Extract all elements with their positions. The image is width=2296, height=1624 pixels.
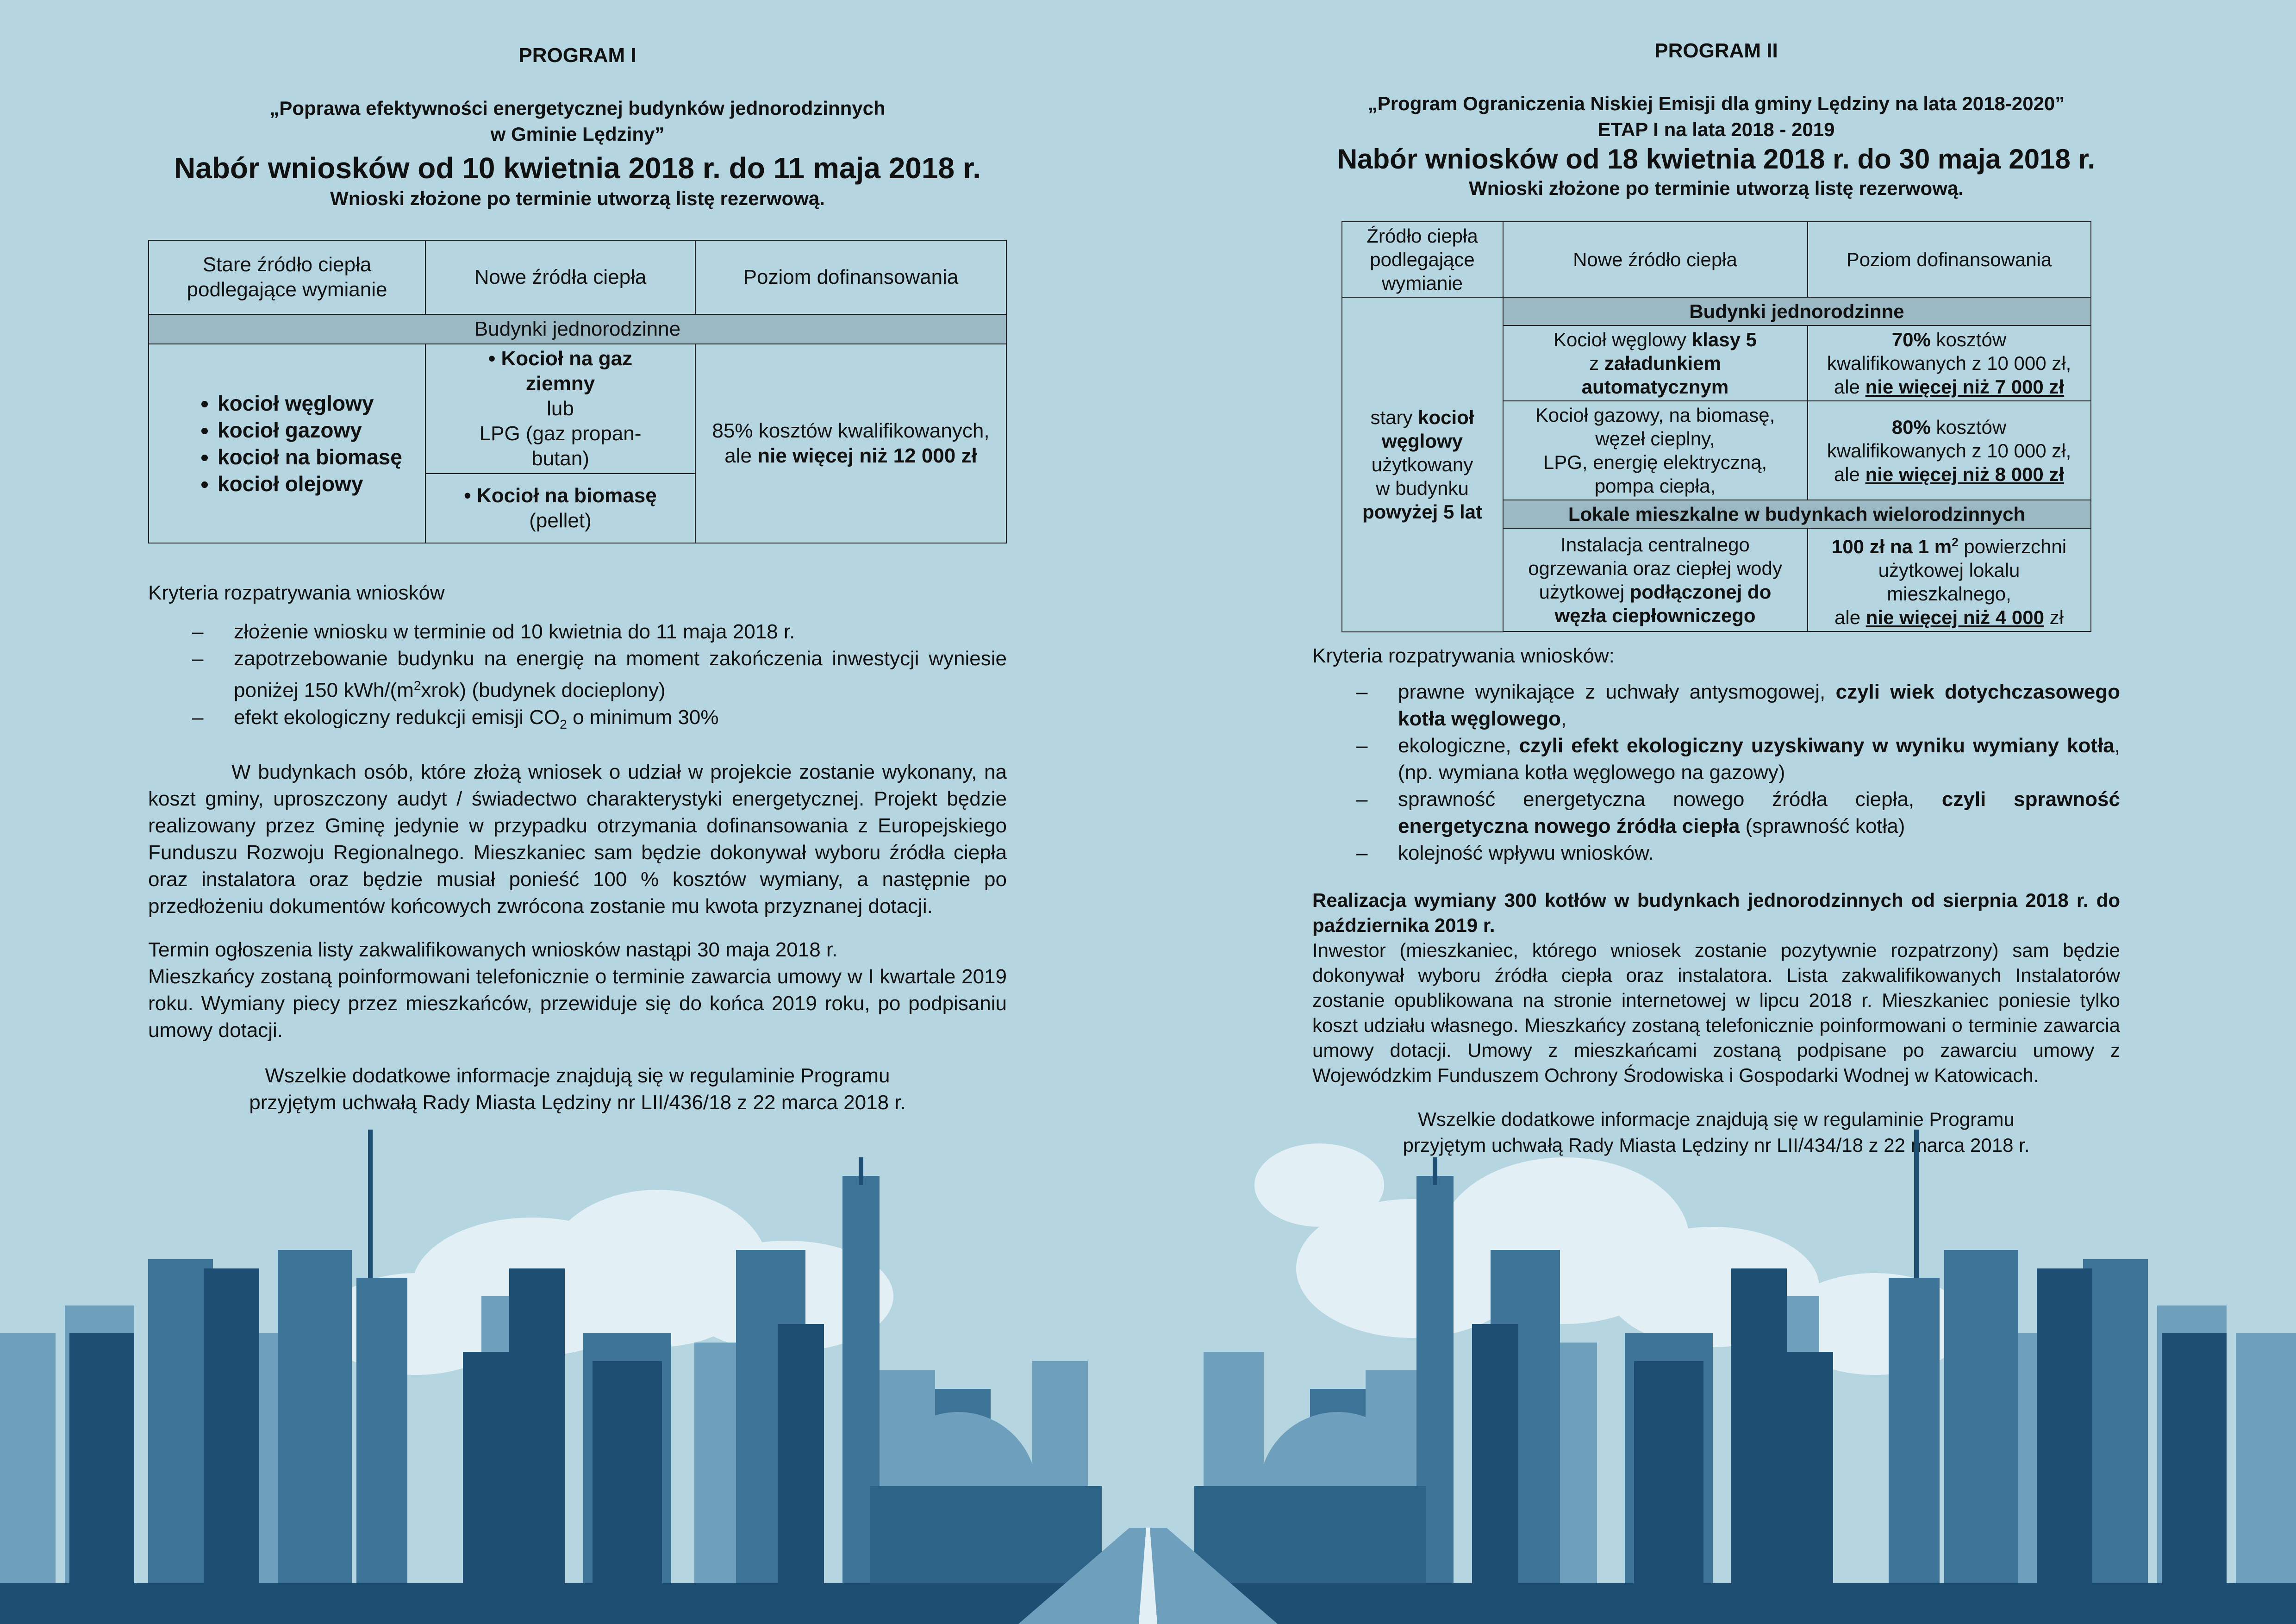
program-2-dates: Nabór wniosków od 18 kwietnia 2018 r. do 30 maja 2018 r. bbox=[1337, 144, 2096, 175]
table-cell-biomass-boiler: • Kocioł na biomasę (pellet) bbox=[425, 474, 695, 543]
table-old-sources-list bbox=[149, 344, 425, 543]
table-header-new-source: Nowe źródło ciepła bbox=[1503, 222, 1808, 297]
table-band-multi-family: Lokale mieszkalne w budynkach wielorodzinnych bbox=[1503, 500, 2091, 528]
table-cell-funding-100: 100 zł na 1 $m^2$ powierzchni użytkowej lokalu mieszkalnego, ale nie więcej niż 4 000 zł bbox=[1808, 528, 2091, 631]
list-item: – ekologiczne, czyli efekt ekologiczny uzyskiwany w wyniku wymiany kotła, (np. wymiana kotła węglowego na gazowy) bbox=[1356, 734, 2120, 784]
table-header-funding: Poziom dofinansowania bbox=[1808, 222, 2091, 297]
paragraph-list-date: Termin ogłoszenia listy zakwalifikowanych wniosków nastąpi 30 maja 2018 r. bbox=[148, 938, 838, 962]
footer-line-2: przyjętym uchwałą Rady Miasta Lędziny nr LII/434/18 z 22 marca 2018 r. bbox=[1403, 1134, 2030, 1156]
list-item: – efekt ekologiczny redukcji emisji $CO_2$ o minimum 30% bbox=[192, 706, 719, 731]
list-item: – kolejność wpływu wniosków. bbox=[1356, 842, 1654, 864]
program-1-column bbox=[148, 0, 1007, 1116]
program-2-heading: PROGRAM II bbox=[1654, 39, 1778, 62]
program-1-reserve-note: Wnioski złożone po terminie utworzą listę rezerwową. bbox=[330, 187, 825, 209]
city-skyline-illustration bbox=[0, 1130, 2296, 1624]
footer-line-1: Wszelkie dodatkowe informacje znajdują się w regulaminie Programu bbox=[1418, 1108, 2015, 1130]
table-cell-gas-boiler: • Kocioł na gaz ziemny lub LPG (gaz propan- butan) bbox=[425, 344, 695, 474]
program-2-subtitle-2: ETAP I na lata 2018 - 2019 bbox=[1597, 119, 1835, 140]
list-item: • kocioł na biomasę bbox=[218, 443, 421, 470]
table-header-old-source: Źródło ciepła podlegające wymianie bbox=[1342, 222, 1503, 297]
table-header-new-source: Nowe źródła ciepła bbox=[425, 240, 695, 314]
footer-line-2: przyjętym uchwałą Rady Miasta Lędziny nr LII/436/18 z 22 marca 2018 r. bbox=[249, 1091, 906, 1114]
list-item: • kocioł olejowy bbox=[218, 470, 421, 497]
list-item: – sprawność energetyczna nowego źródła ciepła, czyli sprawność energetyczna nowego źródła ciepła (sprawność kotła) bbox=[1356, 788, 2120, 837]
table-cell-central-heating: Instalacja centralnego ogrzewania oraz ciepłej wody użytkowej podłączonej do węzła ciepłowniczego bbox=[1503, 528, 1808, 631]
table-old-source-cell: stary kocioł węglowy użytkowany w budynku powyżej 5 lat bbox=[1342, 297, 1503, 632]
program-1-heading: PROGRAM I bbox=[518, 44, 636, 67]
table-cell-coal-class5: Kocioł węglowy klasy 5 z załadunkiem automatycznym bbox=[1503, 325, 1808, 401]
list-item: – zapotrzebowanie budynku na energię na moment zakończenia inwestycji wyniesie poniżej 150 kWh/$(m^2xrok)$ (budynek docieplony) bbox=[192, 647, 1007, 702]
list-item: – prawne wynikające z uchwały antysmogowej, czyli wiek dotychczasowego kotła węglowego, bbox=[1356, 681, 2120, 730]
clouds bbox=[324, 1143, 1967, 1375]
table-header-old-source: Stare źródło ciepła podlegające wymianie bbox=[149, 240, 425, 314]
program-1-subtitle-2: w Gminie Lędziny” bbox=[490, 123, 665, 145]
program-2-table bbox=[1341, 221, 2091, 632]
realization-title: Realizacja wymiany 300 kotłów w budynkach jednorodzinnych od sierpnia 2018 r. do października 2019 r. bbox=[1312, 889, 2120, 936]
table-cell-funding-80: 80% kosztów kwalifikowanych z 10 000 zł, ale nie więcej niż 8 000 zł bbox=[1808, 401, 2091, 500]
table-band-single-family: Budynki jednorodzinne bbox=[1503, 297, 2091, 325]
footer-line-1: Wszelkie dodatkowe informacje znajdują się w regulaminie Programu bbox=[265, 1064, 890, 1087]
domes bbox=[880, 1412, 1416, 1491]
paragraph-audit: W budynkach osób, które złożą wniosek o udział w projekcie zostanie wykonany, na koszt gminy, uproszczony audyt / świadectwo charakterystyki energetycznej. Projekt będzie realizowany przez Gminę jedynie w przypadku otrzymania dofinansowania z Europejskiego Funduszu Rozwoju Regionalnego. Mieszkaniec sam będzie dokonywał wyboru źródła ciepła oraz instalatora oraz będzie musiał ponieść 100 % kosztów wymiany, a następnie po przedłożeniu dokumentów końcowych zwrócona zostanie mu kwota przyznanej dotacji. bbox=[148, 761, 1007, 918]
program-1-dates: Nabór wniosków od 10 kwietnia 2018 r. do 11 maja 2018 r. bbox=[174, 151, 981, 185]
table-cell-gas-biomass: Kocioł gazowy, na biomasę, węzeł cieplny, LPG, energię elektryczną, pompa ciepła, bbox=[1503, 401, 1808, 500]
table-header-funding: Poziom dofinansowania bbox=[695, 240, 1006, 314]
criteria-title: Kryteria rozpatrywania wniosków bbox=[148, 581, 445, 604]
paragraph-contact: Mieszkańcy zostaną poinformowani telefonicznie o terminie zawarcia umowy w I kwartale 2019 roku. Wymiany piecy przez mieszkańców, przewiduje się do końca 2019 roku, po podpisaniu umowy dotacji. bbox=[148, 965, 1007, 1042]
criteria-list bbox=[148, 618, 1007, 737]
list-item: – złożenie wniosku w terminie od 10 kwietnia do 11 maja 2018 r. bbox=[192, 620, 795, 643]
list-item: • kocioł gazowy bbox=[218, 417, 421, 443]
program-2-subtitle-1: „Program Ograniczenia Niskiej Emisji dla gminy Lędziny na lata 2018-2020” bbox=[1367, 93, 2065, 114]
program-2-column bbox=[1312, 0, 2120, 1158]
list-item: • kocioł węglowy bbox=[218, 390, 421, 417]
criteria-title: Kryteria rozpatrywania wniosków: bbox=[1312, 644, 1615, 667]
table-cell-funding: 85% kosztów kwalifikowanych, ale nie więcej niż 12 000 zł bbox=[695, 344, 1006, 543]
program-1-subtitle-1: „Poprawa efektywności energetycznej budynków jednorodzinnych bbox=[269, 97, 886, 119]
realization-text: Inwestor (mieszkaniec, którego wniosek zostanie pozytywnie rozpatrzony) sam będzie dokonywał wyboru źródła ciepła oraz instalatora. Lista zakwalifikowanych Instalatorów zostanie opublikowana na stronie internetowej w lipcu 2018 r. Mieszkaniec poniesie tylko koszt udziału własnego. Mieszkańcy zostaną telefonicznie poinformowani o terminie zawarcia umowy dotacji. Umowy z mieszkańcami zostaną podpisane po zawarciu umowy z Wojewódzkim Funduszem Ochrony Środowiska i Gospodarki Wodnej w Katowicach. bbox=[1312, 939, 2120, 1086]
program-1-table bbox=[148, 240, 1007, 543]
table-band-single-family: Budynki jednorodzinne bbox=[149, 314, 1006, 344]
program-2-reserve-note: Wnioski złożone po terminie utworzą listę rezerwową. bbox=[1469, 177, 1964, 199]
criteria-list bbox=[1312, 679, 2120, 867]
table-cell-funding-70: 70% kosztów kwalifikowanych z 10 000 zł, ale nie więcej niż 7 000 zł bbox=[1808, 325, 2091, 401]
